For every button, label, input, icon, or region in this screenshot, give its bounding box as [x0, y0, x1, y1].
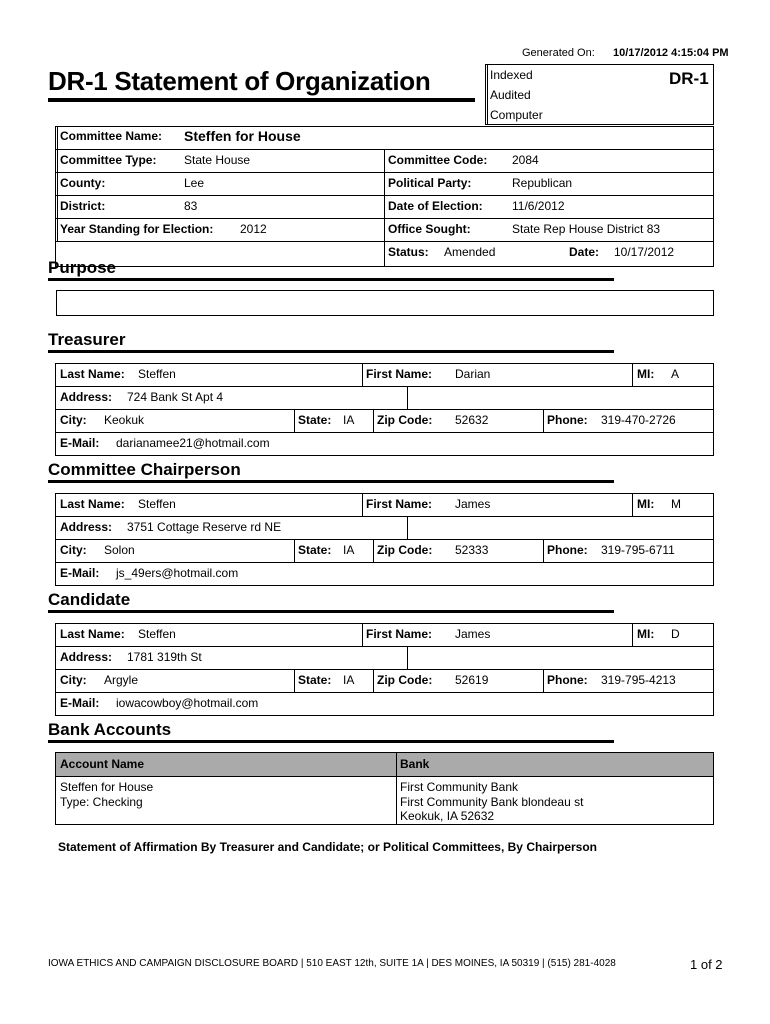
election-date-value: 11/6/2012 — [512, 199, 565, 213]
office-sought-value: State Rep House District 83 — [512, 222, 661, 236]
purpose-heading: Purpose — [48, 258, 117, 277]
political-party-value: Republican — [512, 176, 573, 190]
chair-city-label: City: — [60, 543, 87, 557]
bank-table-header — [56, 753, 713, 777]
candidate-first-name: James — [455, 627, 491, 641]
treasurer-phone-label: Phone: — [547, 413, 588, 427]
status-indexed: Indexed — [490, 68, 533, 82]
chair-zip: 52333 — [455, 543, 489, 557]
chair-email-label: E-Mail: — [60, 566, 100, 580]
chair-mi-label: MI: — [637, 497, 655, 511]
candidate-zip: 52619 — [455, 673, 489, 687]
account-type: Type: Checking — [60, 795, 143, 809]
chair-first-name-label: First Name: — [366, 497, 433, 511]
treasurer-mi-label: MI: — [637, 367, 655, 381]
committee-code-label: Committee Code: — [388, 153, 488, 167]
purpose-box — [56, 290, 714, 316]
chairperson-heading: Committee Chairperson — [48, 460, 241, 479]
committee-name-value: Steffen for House — [184, 128, 301, 144]
election-date-label: Date of Election: — [388, 199, 483, 213]
chair-address: 3751 Cottage Reserve rd NE — [127, 520, 282, 534]
chair-mi: M — [671, 497, 681, 511]
treasurer-first-name-label: First Name: — [366, 367, 433, 381]
candidate-state-label: State: — [298, 673, 332, 687]
candidate-last-name: Steffen — [138, 627, 176, 641]
candidate-email: iowacowboy@hotmail.com — [116, 696, 259, 710]
chair-first-name: James — [455, 497, 491, 511]
title-underline — [48, 98, 475, 102]
candidate-mi: D — [671, 627, 680, 641]
treasurer-city-label: City: — [60, 413, 87, 427]
candidate-first-name-label: First Name: — [366, 627, 433, 641]
footer-address: IOWA ETHICS AND CAMPAIGN DISCLOSURE BOARD | 510 EAST 12th, SUITE 1A | DES MOINES, IA 50319 | (515) 281-4028 — [48, 958, 616, 969]
treasurer-last-name-label: Last Name: — [60, 367, 125, 381]
district-value: 83 — [184, 199, 198, 213]
account-name-header: Account Name — [60, 757, 145, 771]
bank-address-line2: Keokuk, IA 52632 — [400, 809, 495, 823]
political-party-label: Political Party: — [388, 176, 472, 190]
treasurer-state-label: State: — [298, 413, 332, 427]
generated-on-value: 10/17/2012 4:15:04 PM — [613, 47, 729, 59]
treasurer-heading: Treasurer — [48, 330, 126, 349]
chair-last-name: Steffen — [138, 497, 176, 511]
status-label: Status: — [388, 245, 429, 259]
affirmation-statement: Statement of Affirmation By Treasurer and Candidate; or Political Committees, By Chairperson — [58, 840, 597, 854]
candidate-phone: 319-795-4213 — [601, 673, 676, 687]
page-number: 1 of 2 — [690, 957, 723, 972]
bank-accounts-heading: Bank Accounts — [48, 720, 172, 739]
chair-state-label: State: — [298, 543, 332, 557]
office-sought-label: Office Sought: — [388, 222, 471, 236]
district-label: District: — [60, 199, 106, 213]
committee-type-label: Committee Type: — [60, 153, 157, 167]
form-code: DR-1 — [669, 69, 709, 88]
committee-type-value: State House — [184, 153, 251, 167]
chair-email: js_49ers@hotmail.com — [116, 566, 239, 580]
chair-zip-label: Zip Code: — [377, 543, 433, 557]
candidate-address: 1781 319th St — [127, 650, 202, 664]
committee-code-value: 2084 — [512, 153, 539, 167]
bank-address-line1: First Community Bank blondeau st — [400, 795, 584, 809]
account-name-line1: Steffen for House — [60, 780, 154, 794]
generated-on-label: Generated On: — [522, 47, 595, 59]
status-computer: Computer — [490, 108, 543, 122]
candidate-last-name-label: Last Name: — [60, 627, 125, 641]
treasurer-zip-label: Zip Code: — [377, 413, 433, 427]
candidate-heading: Candidate — [48, 590, 131, 609]
candidate-email-label: E-Mail: — [60, 696, 100, 710]
treasurer-mi: A — [671, 367, 680, 381]
candidate-city-label: City: — [60, 673, 87, 687]
treasurer-address: 724 Bank St Apt 4 — [127, 390, 224, 404]
chair-last-name-label: Last Name: — [60, 497, 125, 511]
candidate-city: Argyle — [104, 673, 139, 687]
status-date-label: Date: — [569, 245, 600, 259]
candidate-mi-label: MI: — [637, 627, 655, 641]
chair-phone: 319-795-6711 — [601, 543, 675, 557]
treasurer-last-name: Steffen — [138, 367, 176, 381]
treasurer-zip: 52632 — [455, 413, 489, 427]
treasurer-first-name: Darian — [455, 367, 491, 381]
treasurer-phone: 319-470-2726 — [601, 413, 676, 427]
bank-header: Bank — [400, 757, 430, 771]
status-date-value: 10/17/2012 — [614, 245, 675, 259]
treasurer-email-label: E-Mail: — [60, 436, 100, 450]
treasurer-email: darianamee21@hotmail.com — [116, 436, 270, 450]
page-title: DR-1 Statement of Organization — [48, 66, 431, 96]
status-audited: Audited — [490, 88, 531, 102]
county-value: Lee — [184, 176, 205, 190]
chair-city: Solon — [104, 543, 135, 557]
candidate-phone-label: Phone: — [547, 673, 588, 687]
treasurer-address-label: Address: — [60, 390, 113, 404]
chair-phone-label: Phone: — [547, 543, 588, 557]
county-label: County: — [60, 176, 106, 190]
candidate-state: IA — [343, 673, 355, 687]
chair-state: IA — [343, 543, 355, 557]
candidate-address-label: Address: — [60, 650, 113, 664]
status-value: Amended — [444, 245, 496, 259]
year-standing-value: 2012 — [240, 222, 267, 236]
candidate-zip-label: Zip Code: — [377, 673, 433, 687]
committee-name-label: Committee Name: — [60, 129, 163, 143]
year-standing-label: Year Standing for Election: — [60, 222, 214, 236]
treasurer-state: IA — [343, 413, 355, 427]
bank-name: First Community Bank — [400, 780, 519, 794]
treasurer-city: Keokuk — [104, 413, 145, 427]
chair-address-label: Address: — [60, 520, 113, 534]
